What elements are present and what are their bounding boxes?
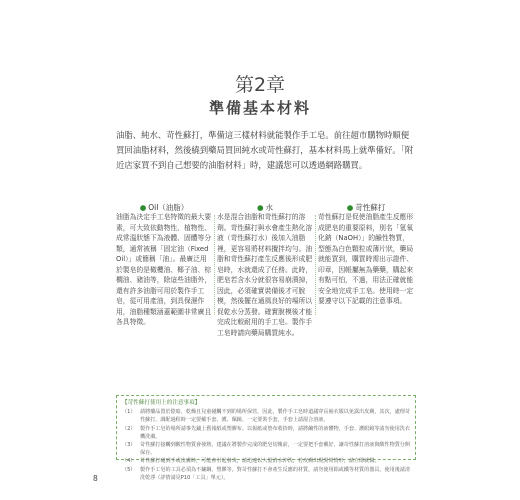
list-item <box>122 425 410 441</box>
column-text-lye: 苛性蘇打是促使油脂產生反應形成肥皂的重要原料，別名「氫氧化鈉（NaOH）」的鹼性物質，型態為白色顆粒或薄片狀，藥局就能買到，購買時需出示證件、印章，因帳屬無為藥藥，購起來有點可怕，不過，用法正確就能安全地完成手工皂。使用時一定要遵守以下記載的注意事項。 <box>318 213 414 305</box>
bullet-dot-icon: ● <box>139 203 147 212</box>
column-heading-label: Oil（油脂） <box>148 203 189 212</box>
note-number: （3） <box>122 442 136 449</box>
list-item <box>122 466 410 482</box>
page-number: 8 <box>93 474 98 483</box>
column-divider <box>315 215 317 315</box>
note-text: 製作手工皂的工具必須為不鏽鋼、塑膠等，對苛性蘇打不會產生反應的材質，請勿使用鋁或鐵等材質的器具，使用後請清洗乾淨（詳情請見P10「工具」單元）。 <box>140 466 410 481</box>
caution-notes-box <box>116 395 416 481</box>
column-text-oil: 油脂為決定手工皂特徵的最大要素，可大致依動物性、植物性、成常溫狀態下為液體、固體等分類，通常被稱「固定油（Fixed Oil）」或簡稱「油」。最廣泛用於製皂的是橄欖油、椰子油、棕櫚油、豬油等，除這些油脂外，還有許多油脂可用於製作手工皂，從可用產油，到具保濕作用，油脂種類涵蓋範圍非常廣且各具特徵。 <box>116 213 212 326</box>
column-heading-label: 苛性蘇打 <box>355 203 386 212</box>
chapter-title: 第2章 <box>234 74 286 96</box>
bullet-dot-icon: ● <box>256 203 264 212</box>
caution-notes-title: 【苛性蘇打使用上的注意事項】 <box>122 400 201 406</box>
list-item <box>122 457 410 465</box>
column-text-water: 水是混合油脂和苛性蘇打的溶劑。苛性蘇打與水會產生熱化溶液（苛性蘇打水）後加入油脂裡，更容易將材料攪拌均勻。油脂和苛性蘇打產生反應後形成肥皂時，水就還成了任務。此時，肥皂若含水分就很容易崩潰掉，因此，必須確實裝備後才可脫模，然後擺在通風良好的場所以促乾水分蒸發。確實脫模後才能完成比較耐用的手工皂。製作手工皂時請向藥局購買純水。 <box>217 213 313 337</box>
list-item <box>122 441 410 457</box>
section-title: 準備基本材料 <box>208 99 311 117</box>
column-divider <box>214 215 216 315</box>
note-number: （5） <box>122 466 136 473</box>
note-text: 請將藥品置於陰暗、乾燥且兒童碰觸不到的場所保管，因此，製作手工皂時道議穿長袖衣服以免露出皮膚，其次，處理苛性蘇打，調配過程時一定要戴手套、護、佩鏡、一定要裝手套，手套上請混合溶液。 <box>140 409 410 424</box>
list-item <box>122 408 410 424</box>
note-number: （1） <box>122 409 136 416</box>
note-number: （4） <box>122 458 136 465</box>
bullet-dot-icon: ● <box>346 203 354 212</box>
intro-paragraph: 油脂、純水、苛性蘇打，準備這三樣材料就能製作手工皂。前往超市購物時順便買回油脂材料，然後繞到藥局買回純水或苛性蘇打，基本材料馬上就準備好。「附近店家買不到自己想要的油脂材料」時，建議您可以透過網路購買。 <box>116 130 414 170</box>
note-text: 製作手工皂的場所請事先鋪上舊報紙或塑膠布。以報紙或墊布收拾時，請將鹼性的液體物，手套、護眼鏡等請勿使用洗衣機洗滌。 <box>140 425 410 440</box>
column-heading-label: 水 <box>265 203 274 212</box>
note-number: （2） <box>122 425 136 432</box>
note-text: 苛性蘇打碰到手或皮膚時，可能會引起發炎，請迅速以大量清水沖洗，若皮膚出現異常情形，請立即就醫。 <box>140 458 380 465</box>
note-text: 苛性蘇打接觸到酸性物質會發熱，建議在將製作完成的肥皂切塊前，一定要把手套戴好，讓苛性蘇打溶液與酸性物質分開保存。 <box>140 442 410 457</box>
